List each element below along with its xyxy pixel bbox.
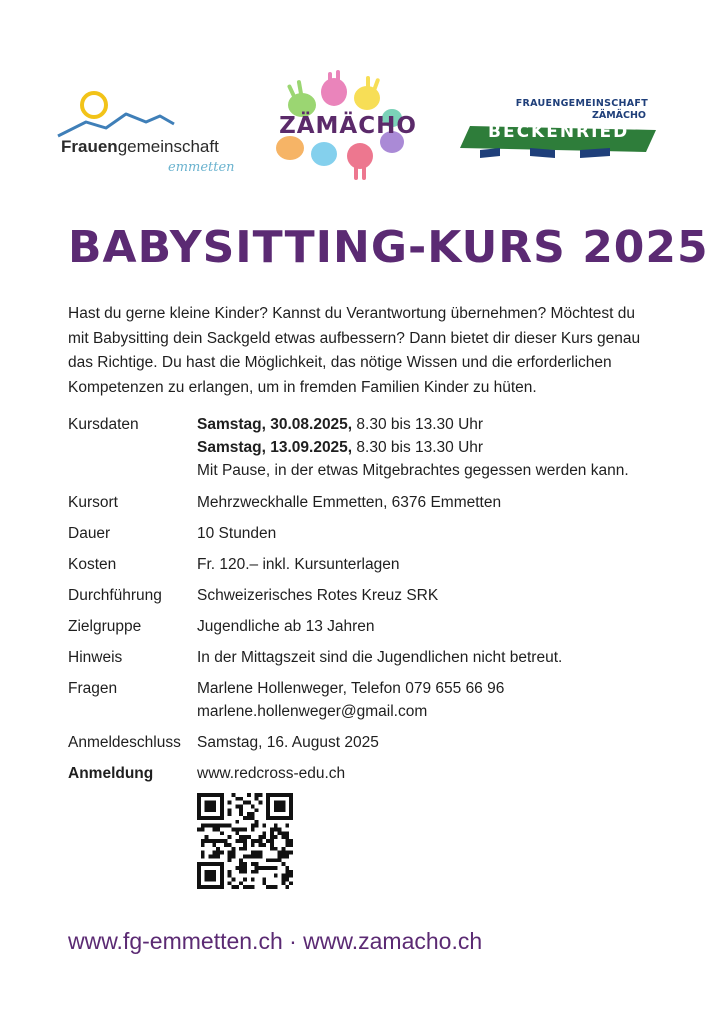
frauengemeinschaft-beckenried-logo — [460, 96, 660, 166]
detail-value: Samstag, 16. August 2025 — [197, 734, 379, 751]
qr-code — [197, 793, 293, 889]
footer-websites: www.fg-emmetten.ch · www.zamacho.ch — [68, 928, 483, 954]
detail-label: Anmeldeschluss — [68, 734, 181, 751]
detail-value-pause: Mit Pause, in der etwas Mitgebrachtes gegessen werden kann. — [197, 462, 629, 479]
frauengemeinschaft-emmetten-logo — [56, 88, 241, 183]
zamacho-wordmark: ZÄMÄCHO — [279, 113, 417, 139]
detail-value: Schweizerisches Rotes Kreuz SRK — [197, 587, 439, 604]
registration-link: www.redcross-edu.ch — [197, 765, 346, 782]
detail-value-date1: Samstag, 30.08.2025, 8.30 bis 13.30 Uhr — [197, 416, 484, 433]
qr-code-icon — [197, 793, 293, 889]
beckenried-logo-line2: ZÄMÄCHO — [591, 110, 646, 121]
detail-value: In der Mittagszeit sind die Jugendlichen nicht betreut. — [197, 649, 563, 666]
detail-value: Jugendliche ab 13 Jahren — [197, 618, 375, 635]
detail-value: Mehrzweckhalle Emmetten, 6376 Emmetten — [197, 494, 502, 511]
logo-bar — [0, 0, 721, 200]
detail-label: Kursort — [68, 494, 118, 511]
detail-label: Anmeldung — [68, 765, 154, 782]
detail-label: Fragen — [68, 680, 118, 697]
intro-paragraph: Hast du gerne kleine Kinder? Kannst du Verantwortung übernehmen? Möchtest du mit Babysitting dein Sackgeld etwas aufbessern? Dann bietet dir dieser Kurs genau das Richtige. Du hast die Möglichkeit, das nötige Wissen und die erforderlichen Kompetenzen zu erlangen, um in fremden Familien Kinder zu hüten. — [68, 305, 641, 396]
beckenried-wordmark: BECKENRIED — [488, 122, 630, 142]
detail-label: Dauer — [68, 525, 111, 542]
detail-label: Durchführung — [68, 587, 162, 604]
emmetten-wordmark: emmetten — [168, 160, 235, 175]
detail-label: Kosten — [68, 556, 117, 573]
zamacho-logo — [262, 70, 432, 185]
beckenried-logo-line1: FRAUENGEMEINSCHAFT — [515, 98, 648, 109]
detail-label: Zielgruppe — [68, 618, 142, 635]
detail-value: 10 Stunden — [197, 525, 277, 542]
detail-value: Marlene Hollenweger, Telefon 079 655 66 96 — [197, 680, 505, 697]
detail-value: Fr. 120.– inkl. Kursunterlagen — [197, 556, 400, 573]
detail-value-date2: Samstag, 13.09.2025, 8.30 bis 13.30 Uhr — [197, 439, 484, 456]
detail-label: Hinweis — [68, 649, 123, 666]
frauengemeinschaft-wordmark: Frauengemeinschaft — [61, 137, 219, 156]
detail-label: Kursdaten — [68, 416, 139, 433]
page-title: BABYSITTING-KURS 2025 — [68, 222, 709, 273]
contact-email: marlene.hollenweger@gmail.com — [197, 703, 428, 720]
